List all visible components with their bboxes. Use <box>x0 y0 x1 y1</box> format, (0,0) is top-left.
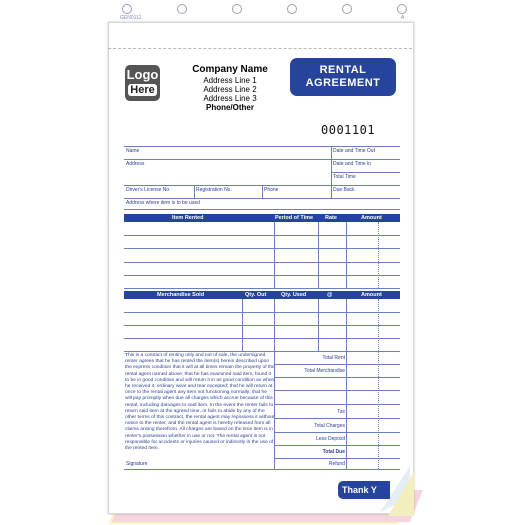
address-line-2: Address Line 2 <box>203 85 257 94</box>
totals-rule <box>274 390 400 391</box>
col-amount: Amount <box>361 292 382 298</box>
totals-rule <box>274 458 400 459</box>
logo-text: Logo <box>126 67 159 82</box>
date-time-in-field[interactable]: Date and Time In <box>333 161 372 167</box>
address-field[interactable]: Address <box>126 161 145 167</box>
totals-rule <box>346 351 347 469</box>
table-col-rule <box>274 299 275 351</box>
binder-hole-icon <box>287 4 297 14</box>
form-code: A <box>401 15 405 21</box>
terms-and-conditions: This is a contract of renting only and not of sale, the undersigned renter agrees that he has rented the item(s) herein described upon the express condition that it will at all times remain the property of the rental agent named above; that he has examined said item, found it to be in good condition and will return it in as good condition as when he received it, ordinary wear and tear excepted; that he will return at once to the rental agent any item not functioning normally; that he will pay promptly when due all charges which accrue because of this rental, including damages to said item. In the event the renter fails to return said item at the agreed time, or fails to abide by any of the other terms of this contract, the rental agent may repossess it without notice to the renter, and the rental agent is hereby released from all claims arising therefrom. All charges are based on the time item is in renter's possession whether in use or not. The rental agent is not responsible for accidents or injuries caused or indirectly in the use of the rented item. <box>125 353 275 452</box>
table-col-rule <box>346 299 347 351</box>
perforated-stub <box>108 22 412 49</box>
table-col-rule <box>274 222 275 288</box>
merch-table-header <box>124 291 400 299</box>
col-qty-used: Qty. Used <box>281 292 307 298</box>
table-row-rule <box>124 248 400 249</box>
total-charges-field[interactable]: Total Charges <box>314 423 345 429</box>
total-due-field[interactable]: Total Due <box>322 449 345 455</box>
serial-number: 0001101 <box>321 123 376 137</box>
grid-rule <box>331 172 400 173</box>
form-number: GEN0112 <box>120 15 142 21</box>
table-row-rule <box>124 288 400 289</box>
col-qty-out: Qty. Out <box>245 292 267 298</box>
table-row-rule <box>124 351 400 352</box>
table-row-rule <box>124 235 400 236</box>
table-col-rule <box>346 222 347 288</box>
thank-you-banner: Thank Y <box>338 481 390 499</box>
company-name: Company Name <box>192 64 268 75</box>
binder-hole-icon <box>122 4 132 14</box>
date-time-out-field[interactable]: Date and Time Out <box>333 148 375 154</box>
form-title-line-2: AGREEMENT <box>305 77 381 89</box>
col-rate: Rate <box>325 215 337 221</box>
total-rent-field[interactable]: Total Rent <box>322 355 345 361</box>
totals-rule <box>378 351 379 469</box>
binder-hole-icon <box>177 4 187 14</box>
col-period-of-time: Period of Time <box>275 215 314 221</box>
signature-field[interactable]: Signature <box>126 461 148 467</box>
total-time-field[interactable]: Total Time <box>333 174 356 180</box>
tax-field[interactable]: Tax <box>337 409 345 415</box>
table-col-rule <box>378 299 379 351</box>
grid-rule <box>331 146 332 198</box>
address-line-3: Address Line 3 <box>203 94 257 103</box>
due-back-field[interactable]: Due Back <box>333 187 355 193</box>
binder-hole-icon <box>342 4 352 14</box>
col-at: @ <box>327 292 333 298</box>
company-block <box>180 64 280 112</box>
table-col-rule <box>318 299 319 351</box>
totals-rule <box>274 377 400 378</box>
company-phone: Phone/Other <box>205 103 254 112</box>
refund-field[interactable]: Refund <box>328 461 345 467</box>
table-row-rule <box>124 325 400 326</box>
totals-rule <box>274 418 400 419</box>
table-col-rule <box>378 222 379 288</box>
grid-rule <box>124 159 400 160</box>
phone-field[interactable]: Phone <box>264 187 279 193</box>
table-row-rule <box>124 312 400 313</box>
table-row-rule <box>124 262 400 263</box>
totals-rule <box>274 432 400 433</box>
grid-rule <box>124 146 400 147</box>
form-title-line-1: RENTAL <box>319 64 367 76</box>
binder-hole-icon <box>397 4 407 14</box>
table-col-rule <box>242 299 243 351</box>
binder-hole-icon <box>232 4 242 14</box>
less-deposit-field[interactable]: Less Deposit <box>316 436 345 442</box>
grid-rule <box>262 185 263 198</box>
signature-line <box>124 469 274 470</box>
totals-rule <box>274 469 400 470</box>
col-merchandise-sold: Merchandise Sold <box>157 292 205 298</box>
rental-table-header <box>124 214 400 222</box>
logo-subtext: Here <box>128 84 157 96</box>
form-title-badge <box>290 58 396 96</box>
table-col-rule <box>318 222 319 288</box>
address-used-field[interactable]: Address where item is to be used <box>126 200 200 206</box>
name-field[interactable]: Name <box>126 148 140 154</box>
registration-field[interactable]: Registration No. <box>196 187 232 193</box>
drivers-license-field[interactable]: Driver's License No. <box>126 187 171 193</box>
grid-rule <box>124 209 400 210</box>
table-row-rule <box>124 338 400 339</box>
address-line-1: Address Line 1 <box>203 76 257 85</box>
totals-rule <box>274 404 400 405</box>
logo-placeholder <box>125 65 160 101</box>
col-item-rented: Item Rented <box>172 215 204 221</box>
col-amount: Amount <box>361 215 382 221</box>
grid-rule <box>124 198 400 199</box>
totals-rule <box>274 445 400 446</box>
totals-rule <box>274 364 400 365</box>
grid-rule <box>194 185 195 198</box>
total-merchandise-field[interactable]: Total Merchandise <box>304 368 345 374</box>
table-row-rule <box>124 275 400 276</box>
